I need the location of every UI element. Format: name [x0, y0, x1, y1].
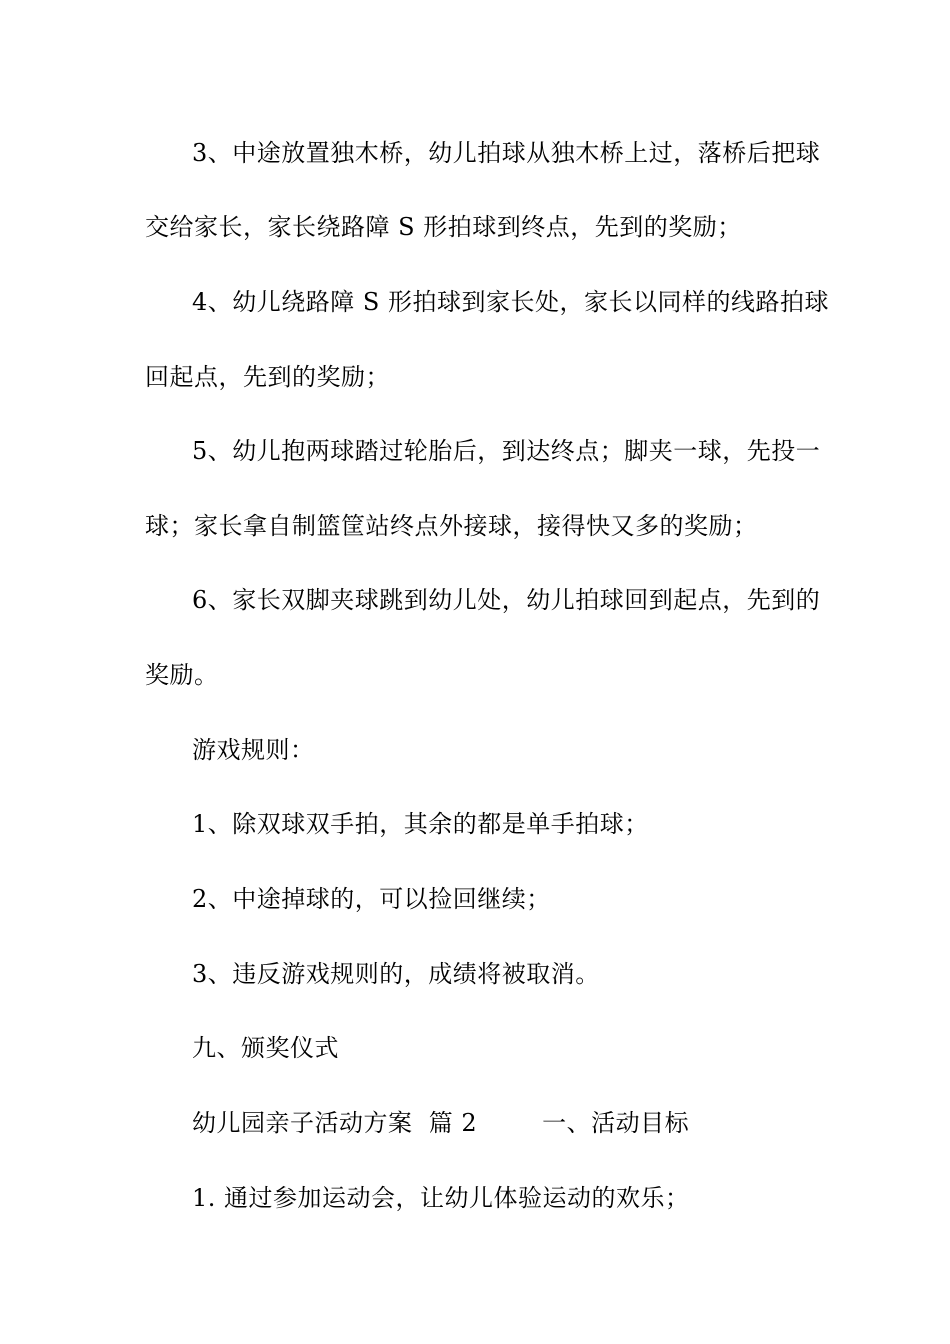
paragraph-line: 回起点，先到的奖励；	[145, 363, 390, 391]
rule-item: 2、中途掉球的，可以捡回继续；	[192, 885, 551, 913]
goal-item: 1. 通过参加运动会，让幼儿体验运动的欢乐；	[192, 1184, 690, 1212]
paragraph-line: 6、家长双脚夹球跳到幼儿处，幼儿拍球回到起点，先到的	[192, 586, 821, 614]
paragraph-line: 交给家长，家长绕路障 S 形拍球到终点，先到的奖励；	[145, 213, 742, 241]
paragraph-line: 5、幼儿抱两球踏过轮胎后，到达终点；脚夹一球，先投一	[192, 437, 821, 465]
paragraph-line: 球；家长拿自制篮筐站终点外接球，接得快又多的奖励；	[145, 512, 758, 540]
paragraph-line: 奖励。	[145, 661, 219, 689]
plan-heading: 幼儿园亲子活动方案 篇 2 一、活动目标	[192, 1109, 690, 1137]
rule-item: 3、违反游戏规则的，成绩将被取消。	[192, 960, 600, 988]
paragraph-line: 4、幼儿绕路障 S 形拍球到家长处，家长以同样的线路拍球	[192, 288, 829, 316]
paragraph-line: 3、中途放置独木桥，幼儿拍球从独木桥上过，落桥后把球	[192, 139, 821, 167]
section-heading: 九、颁奖仪式	[192, 1034, 339, 1062]
rule-item: 1、除双球双手拍，其余的都是单手拍球；	[192, 810, 649, 838]
section-heading: 游戏规则：	[192, 736, 315, 764]
